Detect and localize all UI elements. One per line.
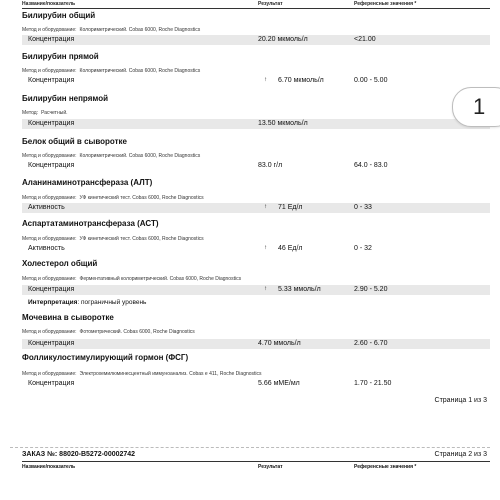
method-text: УФ кинетический тест. Cobas 6000, Roche Diagnostics	[79, 195, 204, 201]
reference-range: 2.60 - 6.70	[354, 340, 388, 347]
interpretation-label: Интерпретация	[28, 299, 78, 306]
test-method	[22, 276, 241, 282]
header-result: Результат	[258, 1, 283, 7]
test-method	[22, 371, 262, 377]
reference-range: 0 - 32	[354, 245, 372, 252]
result-value: 46 Ед/л	[278, 245, 303, 252]
test-method	[22, 68, 200, 74]
method-text: Фотометрический. Cobas 6000, Roche Diagnostics	[79, 329, 195, 335]
high-flag-icon: ↑	[264, 204, 267, 210]
test-title: Аспартатаминотрансфераза (АСТ)	[22, 219, 159, 228]
method-label: Метод и оборудование:	[22, 236, 77, 242]
method-text: Электрохемилюминесцентный иммуноанализ. Cobas e 411, Roche Diagnostics	[79, 371, 262, 377]
method-text: Колориметрический. Cobas 6000, Roche Diagnostics	[79, 27, 201, 33]
param-name: Активность	[28, 204, 65, 211]
page-indicator-tab[interactable]	[452, 87, 500, 127]
header-result: Результат	[258, 464, 283, 470]
test-method	[22, 153, 200, 159]
result-value: 5.66 мМЕ/мл	[258, 380, 300, 387]
method-label: Метод и оборудование:	[22, 27, 77, 33]
test-title: Мочевина в сыворотке	[22, 313, 114, 322]
table-header	[0, 464, 500, 472]
result-value: 4.70 ммоль/л	[258, 340, 301, 347]
result-row	[22, 76, 490, 86]
reference-range: 0.00 - 5.00	[354, 77, 388, 84]
header-ref: Референсные значения *	[354, 464, 417, 470]
test-title: Аланинаминотрансфераза (АЛТ)	[22, 178, 153, 187]
result-row	[22, 35, 490, 45]
page-number: Страница 2 из 3	[434, 451, 487, 458]
reference-range: <21.00	[354, 36, 376, 43]
order-rule	[22, 461, 490, 462]
result-row	[22, 285, 490, 295]
header-name: Название/показатель	[22, 464, 76, 470]
method-label: Метод и оборудование:	[22, 68, 77, 74]
page-separator	[10, 447, 490, 448]
test-method	[22, 195, 204, 201]
param-name: Концентрация	[28, 162, 75, 169]
result-value: 13.50 мкмоль/л	[258, 120, 308, 127]
page-indicator-number: 1	[473, 94, 486, 119]
method-label: Метод и оборудование:	[22, 195, 77, 201]
method-label: Метод и оборудование:	[22, 276, 77, 282]
interpretation-note	[28, 299, 146, 306]
result-value: 5.33 ммоль/л	[278, 286, 321, 293]
test-title: Фолликулостимулирующий гормон (ФСГ)	[22, 353, 189, 362]
method-text: УФ кинетический тест. Cobas 6000, Roche Diagnostics	[79, 236, 204, 242]
param-name: Активность	[28, 245, 65, 252]
test-title: Билирубин непрямой	[22, 94, 108, 103]
order-number: ЗАКАЗ №: 88020-B5272-00002742	[22, 451, 136, 458]
param-name: Концентрация	[28, 77, 75, 84]
reference-range: 1.70 - 21.50	[354, 380, 392, 387]
test-method	[22, 110, 68, 116]
method-label: Метод и оборудование:	[22, 371, 77, 377]
page-number: Страница 1 из 3	[434, 397, 487, 404]
result-row	[22, 339, 490, 349]
test-title: Белок общий в сыворотке	[22, 137, 127, 146]
header-rule	[22, 8, 490, 9]
result-row	[22, 244, 490, 254]
param-name: Концентрация	[28, 340, 75, 347]
method-text: Колориметрический. Cobas 6000, Roche Diagnostics	[79, 153, 201, 159]
result-value: 20.20 мкмоль/л	[258, 36, 308, 43]
test-method	[22, 236, 204, 242]
test-title: Билирубин прямой	[22, 52, 99, 61]
param-name: Концентрация	[28, 36, 75, 43]
result-row	[22, 203, 490, 213]
param-name: Концентрация	[28, 286, 75, 293]
test-title: Холестерол общий	[22, 259, 98, 268]
method-text: Колориметрический. Cobas 6000, Roche Diagnostics	[79, 68, 201, 74]
reference-range: 64.0 - 83.0	[354, 162, 388, 169]
test-method	[22, 27, 200, 33]
result-value: 6.70 мкмоль/л	[278, 77, 324, 84]
param-name: Концентрация	[28, 380, 75, 387]
high-flag-icon: ↑	[264, 245, 267, 251]
interpretation-text: : пограничный уровень	[77, 299, 147, 306]
high-flag-icon: ↑	[264, 286, 267, 292]
method-text: Расчетный.	[41, 110, 68, 116]
result-row	[22, 161, 490, 171]
result-value: 83.0 г/л	[258, 162, 283, 169]
param-name: Концентрация	[28, 120, 75, 127]
result-value: 71 Ед/л	[278, 204, 303, 211]
header-name: Название/показатель	[22, 1, 76, 7]
header-ref: Референсные значения *	[354, 1, 417, 7]
method-label: Метод и оборудование:	[22, 153, 77, 159]
method-label: Метод и оборудование:	[22, 329, 77, 335]
table-header	[0, 0, 500, 8]
method-label: Метод:	[22, 110, 39, 116]
result-row	[22, 119, 490, 129]
result-row	[22, 379, 490, 389]
test-title: Билирубин общий	[22, 11, 96, 20]
high-flag-icon: ↑	[264, 77, 267, 83]
reference-range: 2.90 - 5.20	[354, 286, 388, 293]
test-method	[22, 329, 195, 335]
reference-range: 0 - 33	[354, 204, 372, 211]
method-text: Ферментативный колориметрический. Cobas 6000, Roche Diagnostics	[79, 276, 242, 282]
